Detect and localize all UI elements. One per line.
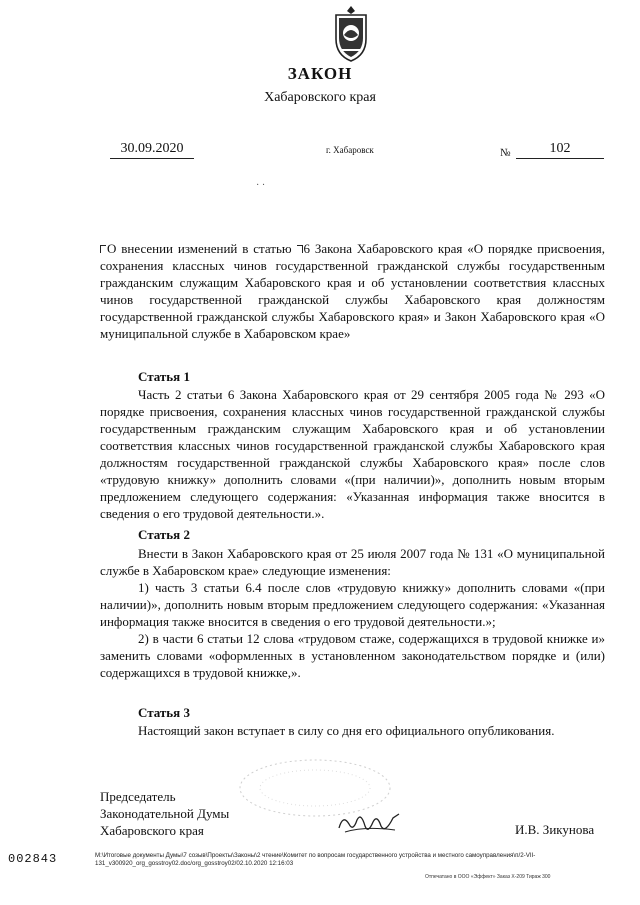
registration-number: 002843 <box>8 852 58 866</box>
corner-mark-left <box>100 245 106 253</box>
signer-position-line1: Председатель <box>100 789 176 804</box>
document-number: 102 <box>516 141 604 159</box>
corner-mark-right <box>297 245 303 253</box>
article1-heading: Статья 1 <box>138 369 190 384</box>
file-path-line1: M:\Итоговые документы Думы\7 созыв\Проекты\Законы\2 чтение\Комитет по вопросам государственного устройства и местного самоуправления\п/2-VII- <box>95 852 536 859</box>
handwritten-signature-icon <box>335 808 405 838</box>
article2-item2: 2) в части 6 статьи 12 слова «трудовом стаже, содержащихся в трудовой книжке и» заменить словами «оформленных в установленном законодательством порядке и (или) содержащихся в трудовой книжке,». <box>100 631 605 680</box>
document-city: г. Хабаровск <box>326 145 374 155</box>
preamble-part2: 6 Закона Хабаровского края «О порядке присвоения, сохранения классных чинов государственной гражданской службы государственным гражданским служащим Хабаровского края и об установлении соответствия классных чинов государственной гражданской службы Хабаровского края должностям государственной гражданской службы Хабаровского края» и Закон Хабаровского края «О муниципальной службе в Хабаровском крае» <box>100 241 606 341</box>
file-path-line2: 131_v300920_org_gosstroy02.doc/org_gosstroy02/02.10.2020 12:16:03 <box>95 860 294 867</box>
article2-heading: Статья 2 <box>138 527 190 542</box>
article1-text: Часть 2 статьи 6 Закона Хабаровского края от 29 сентября 2005 года № 293 «О порядке присвоения, сохранения классных чинов государственной гражданской службы государственным гражданским служащим Хабаровского края и об установлении соответствия классных чинов государственной гражданской службы Хабаровского края должностям государственной гражданской службы Хабаровского края» после слов «трудовую книжку» дополнить словами «(при наличии)», дополнить новым вторым предложением следующего содержания: «Указанная информация также вносится в сведения о его трудовой деятельности.». <box>100 387 605 521</box>
article2-body <box>100 545 605 681</box>
document-title: ЗАКОН <box>287 64 353 83</box>
article2-intro: Внести в Закон Хабаровского края от 25 июля 2007 года № 131 «О муниципальной службе в Хабаровском крае» следующие изменения: <box>100 546 605 578</box>
signer-name: И.В. Зикунова <box>515 822 595 837</box>
document-number-label: № <box>500 147 511 159</box>
document-subtitle: Хабаровского края <box>264 90 376 105</box>
law-preamble <box>100 240 605 342</box>
signer-position-line2: Законодательной Думы <box>100 806 230 821</box>
document-date: 30.09.2020 <box>110 141 194 159</box>
coat-of-arms-icon <box>330 5 372 63</box>
scan-speck: · · <box>256 180 266 191</box>
print-info: Отпечатано в ООО «Эффект» Заказ X-209 Тираж 300 <box>425 874 551 880</box>
article3-text: Настоящий закон вступает в силу со дня его официального опубликования. <box>138 723 555 738</box>
preamble-part1: О внесении изменений в статью <box>107 241 292 256</box>
article2-item1: 1) часть 3 статьи 6.4 после слов «трудовую книжку» дополнить словами «(при наличии)», дополнить новым вторым предложением следующего содержания: «Указанная информация также вносится в сведения о его трудовой деятельности.»; <box>100 580 605 629</box>
signer-position-line3: Хабаровского края <box>100 823 204 838</box>
signature-block <box>100 788 229 839</box>
file-path <box>95 852 625 868</box>
article3-heading: Статья 3 <box>138 705 190 720</box>
